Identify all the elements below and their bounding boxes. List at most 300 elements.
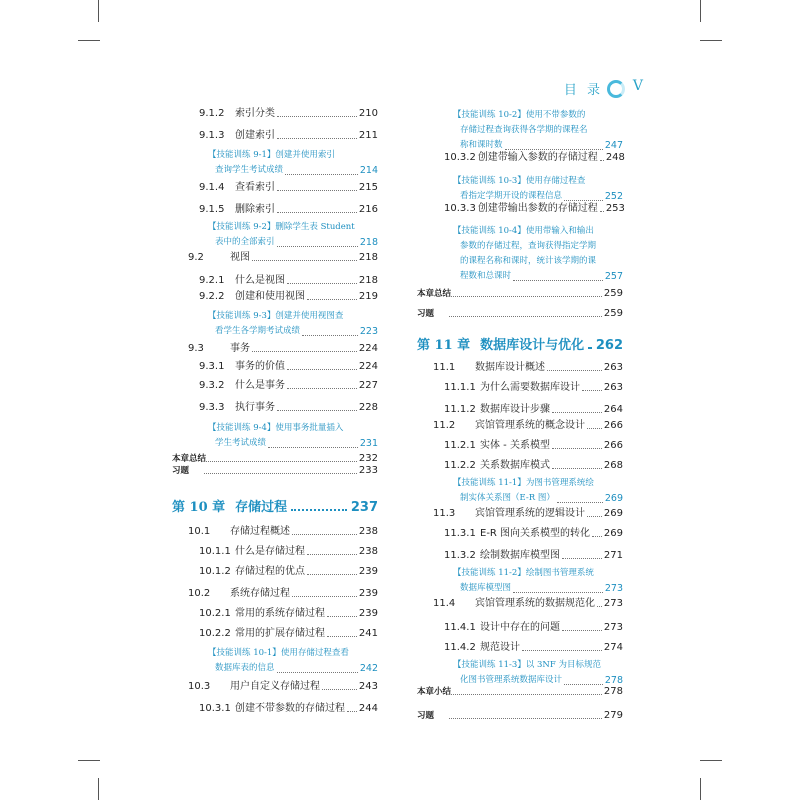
dot-leader [552, 468, 602, 469]
section-number: 10.1.2 [199, 566, 231, 577]
section-title: 查看索引 [235, 182, 275, 193]
skill-training-entry [453, 658, 623, 688]
page-ref: 218 [358, 275, 378, 286]
skill-line [453, 254, 623, 269]
crop-mark [700, 760, 722, 761]
section-title: 创建带输出参数的存储过程 [477, 203, 598, 214]
page-ref: 215 [358, 182, 378, 193]
skill-text: 数据库表的信息 [215, 663, 275, 673]
chapter-end-entry [172, 465, 378, 477]
dot-leader [513, 280, 603, 281]
section-title: 数据库设计概述 [475, 362, 545, 373]
section-title: 事务的价值 [235, 361, 285, 372]
page-ref: 224 [358, 361, 378, 372]
section-title: 执行事务 [235, 402, 275, 413]
section-number: 9.2.2 [199, 291, 225, 302]
toc-entry [417, 420, 623, 432]
chapter-end-entry [417, 686, 623, 698]
dot-leader [449, 694, 602, 695]
dot-leader [277, 212, 357, 213]
skill-text: 绘制图书管理系统 [525, 568, 594, 578]
toc-entry [172, 608, 378, 620]
page-ref: 218 [358, 252, 378, 263]
section-number: 10.3.3 [444, 203, 476, 214]
toc-entry [172, 182, 378, 194]
page-ref: 269 [603, 508, 623, 519]
skill-label: 【技能训练 9-4】 [208, 423, 276, 433]
toc-entry [172, 526, 378, 538]
skill-label: 【技能训练 9-2】 [208, 222, 276, 232]
dot-leader [592, 536, 602, 537]
page-ref: 219 [358, 291, 378, 302]
skill-page: 247 [604, 140, 623, 151]
skill-line [453, 658, 623, 673]
skill-training-entry [453, 566, 623, 596]
skill-page: 278 [604, 675, 623, 686]
section-title: 什么是视图 [235, 275, 285, 286]
page-ref: 239 [358, 566, 378, 577]
section-number: 9.2 [188, 252, 204, 263]
section-title: 规范设计 [480, 642, 520, 653]
page-ref: 268 [603, 460, 623, 471]
skill-page: 223 [359, 326, 378, 337]
toc-entry [172, 566, 378, 578]
page-ref: 248 [605, 152, 625, 163]
dot-leader [597, 606, 602, 607]
section-number: 11.2 [433, 420, 456, 431]
toc-entry [417, 152, 623, 164]
dot-leader [600, 160, 604, 161]
dot-leader [513, 592, 603, 593]
skill-text: 查询学生考试成绩 [215, 165, 284, 175]
section-number: 9.3.1 [199, 361, 225, 372]
skill-line [453, 108, 623, 123]
dot-leader [204, 473, 357, 474]
section-number: 9.2.1 [199, 275, 225, 286]
skill-training-entry [208, 220, 378, 250]
skill-line [208, 324, 378, 339]
chapter-end-entry [172, 453, 378, 465]
dot-leader [587, 428, 602, 429]
skill-text: 看学生各学期考试成绩 [215, 326, 301, 336]
skill-text: 化图书管理系统数据库设计 [460, 675, 563, 685]
section-number: 本章总结 [172, 454, 207, 464]
skill-training-entry [453, 224, 623, 284]
skill-page: 214 [359, 165, 378, 176]
section-title: 设计中存在的问题 [480, 622, 560, 633]
dot-leader [277, 138, 357, 139]
skill-label: 【技能训练 11-1】 [453, 478, 526, 488]
section-number: 10.3.2 [444, 152, 476, 163]
section-number: 9.3.3 [199, 402, 225, 413]
toc-entry [417, 622, 623, 634]
toc-entry [417, 362, 623, 374]
skill-training-entry [453, 108, 623, 153]
skill-text: 创建并使用索引 [275, 150, 335, 160]
dot-leader [562, 558, 602, 559]
section-number: 11.3.2 [444, 550, 476, 561]
page-ref: 279 [603, 710, 623, 721]
skill-training-entry [453, 174, 623, 204]
skill-text: 学生考试成绩 [215, 438, 267, 448]
toc-entry [417, 528, 623, 540]
dot-leader [505, 149, 603, 150]
page-ref: 263 [603, 382, 623, 393]
toc-entry [172, 546, 378, 558]
section-title: 创建和使用视图 [235, 291, 305, 302]
section-title: 创建带输入参数的存储过程 [477, 152, 598, 163]
skill-page: 257 [604, 271, 623, 282]
section-title: 宾馆管理系统的概念设计 [475, 420, 585, 431]
skill-line [453, 239, 623, 254]
skill-line [453, 224, 623, 239]
dot-leader [327, 616, 357, 617]
dot-leader [287, 369, 357, 370]
skill-label: 【技能训练 9-3】 [208, 311, 276, 321]
section-number: 10.2.1 [199, 608, 231, 619]
skill-line [453, 581, 623, 596]
chapter-end-entry [417, 710, 623, 722]
crop-mark [98, 778, 99, 800]
skill-line [453, 138, 623, 153]
skill-text: 使用带输入和输出 [525, 226, 594, 236]
skill-page: 269 [604, 493, 623, 504]
skill-page: 218 [359, 237, 378, 248]
page-ref: 263 [603, 362, 623, 373]
dot-leader [307, 574, 357, 575]
section-title: 数据库设计步骤 [480, 404, 550, 415]
dot-leader [522, 650, 602, 651]
page-ref: 264 [603, 404, 623, 415]
section-number: 11.4.2 [444, 642, 476, 653]
page-ref: 273 [603, 622, 623, 633]
page-ref: 266 [603, 420, 623, 431]
crop-mark [78, 760, 100, 761]
toc-entry [172, 108, 378, 120]
page-ref: 210 [358, 108, 378, 119]
section-number: 11.3 [433, 508, 456, 519]
skill-text: 程数和总课时 [460, 271, 512, 281]
section-title: 创建索引 [235, 130, 275, 141]
section-number: 习题 [172, 466, 190, 476]
section-title: 关系数据库模式 [480, 460, 550, 471]
section-number: 11.1 [433, 362, 456, 373]
toc-entry [172, 275, 378, 287]
skill-text: 使用存储过程查 [525, 176, 586, 186]
dot-leader [287, 388, 357, 389]
skill-line [453, 491, 623, 506]
toc-entry [172, 343, 378, 355]
toc-entry [417, 404, 623, 416]
dot-leader [292, 596, 357, 597]
page-ref: 241 [358, 628, 378, 639]
skill-line [453, 174, 623, 189]
chapter-heading [417, 334, 623, 353]
chapter-page: 262 [595, 338, 623, 353]
section-number: 9.1.5 [199, 204, 225, 215]
chapter-title: 存储过程 [235, 500, 288, 515]
section-title: 系统存储过程 [230, 588, 290, 599]
dot-leader [564, 684, 603, 685]
dot-leader [552, 448, 602, 449]
section-title: 宾馆管理系统的逻辑设计 [475, 508, 585, 519]
dot-leader [277, 246, 358, 247]
section-title: E-R 图向关系模型的转化 [480, 528, 591, 539]
skill-line [208, 661, 378, 676]
skill-text: 使用不带参数的 [525, 110, 586, 120]
chapter-end-entry [417, 288, 623, 300]
dot-leader [302, 335, 358, 336]
page-ref: 244 [358, 703, 378, 714]
toc-entry [172, 402, 378, 414]
page-ref: 273 [603, 598, 623, 609]
toc-entry [417, 550, 623, 562]
section-number: 10.2 [188, 588, 211, 599]
page-ref: 274 [603, 642, 623, 653]
section-number: 10.2.2 [199, 628, 231, 639]
toc-entry [172, 628, 378, 640]
dot-leader [287, 283, 357, 284]
skill-line [453, 476, 623, 491]
dot-leader [552, 412, 602, 413]
crop-mark [98, 0, 99, 22]
chapter-number: 第 10 章 [172, 500, 226, 515]
dot-leader [252, 351, 357, 352]
skill-line [208, 309, 378, 324]
skill-page: 273 [604, 583, 623, 594]
section-title: 索引分类 [235, 108, 275, 119]
section-title: 删除索引 [235, 204, 275, 215]
crop-mark [78, 40, 100, 41]
section-title: 宾馆管理系统的数据规范化 [475, 598, 595, 609]
page-ref: 233 [358, 465, 378, 476]
dot-leader [327, 636, 357, 637]
dot-leader [587, 516, 602, 517]
section-number: 10.1.1 [199, 546, 231, 557]
skill-line [208, 646, 378, 661]
dot-leader [582, 390, 602, 391]
dot-leader [600, 211, 604, 212]
skill-text: 表中的全部索引 [215, 237, 275, 247]
page-ref: 211 [358, 130, 378, 141]
dot-leader [588, 347, 592, 349]
skill-text: 使用事务批量插入 [275, 423, 344, 433]
page-ref: 232 [358, 453, 378, 464]
skill-label: 【技能训练 10-3】 [453, 176, 526, 186]
section-number: 本章总结 [417, 289, 452, 299]
toc-entry [172, 380, 378, 392]
page-ref: 271 [603, 550, 623, 561]
section-title: 什么是事务 [235, 380, 285, 391]
section-title: 用户自定义存储过程 [230, 681, 320, 692]
skill-line [208, 148, 378, 163]
dot-leader [307, 554, 357, 555]
skill-text: 参数的存储过程，查询获得指定学期 [460, 241, 597, 251]
skill-text: 的课程名称和课时，统计该学期的课 [460, 256, 597, 266]
page-ref: 224 [358, 343, 378, 354]
toc-entry [417, 598, 623, 610]
page-number: V [632, 78, 643, 94]
section-title: 常用的扩展存储过程 [235, 628, 325, 639]
section-number: 11.1.1 [444, 382, 476, 393]
skill-label: 【技能训练 11-2】 [453, 568, 526, 578]
page-ref: 259 [603, 288, 623, 299]
section-title: 视图 [230, 252, 250, 263]
chapter-title: 数据库设计与优化 [480, 338, 585, 353]
skill-page: 252 [604, 191, 623, 202]
skill-line [453, 269, 623, 284]
chapter-heading [172, 496, 378, 515]
skill-line [453, 566, 623, 581]
toc-entry [172, 703, 378, 715]
skill-text: 存储过程查询获得各学期的课程名 [460, 125, 588, 135]
page-ref: 253 [605, 203, 625, 214]
toc-entry [417, 440, 623, 452]
dot-leader [285, 174, 358, 175]
section-number: 11.2.2 [444, 460, 476, 471]
section-number: 9.1.2 [199, 108, 225, 119]
toc-entry [417, 382, 623, 394]
skill-label: 【技能训练 9-1】 [208, 150, 276, 160]
section-title: 事务 [230, 343, 250, 354]
section-number: 9.1.3 [199, 130, 225, 141]
dot-leader [449, 718, 602, 719]
skill-line [208, 235, 378, 250]
section-number: 习题 [417, 711, 435, 721]
dot-leader [204, 461, 357, 462]
toc-entry [172, 361, 378, 373]
skill-line [453, 189, 623, 204]
skill-line [208, 163, 378, 178]
skill-label: 【技能训练 10-4】 [453, 226, 526, 236]
skill-training-entry [208, 309, 378, 339]
page-ref: 269 [603, 528, 623, 539]
skill-text: 看指定学期开设的课程信息 [460, 191, 563, 201]
toc-entry [417, 508, 623, 520]
dot-leader [449, 296, 602, 297]
toc-entry [172, 252, 378, 264]
dot-leader [277, 410, 357, 411]
skill-text: 使用存储过程查看 [280, 648, 349, 658]
dot-leader [449, 316, 602, 317]
skill-line [453, 123, 623, 138]
skill-training-entry [208, 148, 378, 178]
skill-label: 【技能训练 11-3】 [453, 660, 526, 670]
page-ref: 216 [358, 204, 378, 215]
toc-entry [172, 204, 378, 216]
toc-entry [417, 203, 623, 215]
skill-training-entry [208, 646, 378, 676]
page-ref: 228 [358, 402, 378, 413]
skill-line [208, 436, 378, 451]
section-number: 9.1.4 [199, 182, 225, 193]
section-title: 存储过程的优点 [235, 566, 305, 577]
dot-leader [322, 689, 357, 690]
section-number: 习题 [417, 309, 435, 319]
page-ref: 259 [603, 308, 623, 319]
toc-entry [417, 642, 623, 654]
section-title: 创建不带参数的存储过程 [235, 703, 345, 714]
section-title: 为什么需要数据库设计 [480, 382, 580, 393]
dot-leader [252, 260, 357, 261]
section-number: 10.3 [188, 681, 211, 692]
section-title: 实体 - 关系模型 [480, 440, 550, 451]
skill-training-entry [453, 476, 623, 506]
dot-leader [268, 447, 358, 448]
chapter-end-entry [417, 308, 623, 320]
page-ref: 238 [358, 546, 378, 557]
page-ref: 227 [358, 380, 378, 391]
crop-mark [700, 40, 722, 41]
section-number: 11.4.1 [444, 622, 476, 633]
crop-mark [700, 778, 701, 800]
chapter-page: 237 [350, 500, 378, 515]
dot-leader [291, 509, 347, 511]
skill-training-entry [208, 421, 378, 451]
dot-leader [562, 630, 602, 631]
skill-text: 制实体关系图（E-R 图） [460, 493, 555, 503]
page-ref: 239 [358, 588, 378, 599]
page-ref: 266 [603, 440, 623, 451]
skill-text: 数据库模型图 [460, 583, 512, 593]
toc-entry [172, 291, 378, 303]
skill-line [208, 220, 378, 235]
section-number: 11.2.1 [444, 440, 476, 451]
page-header [545, 79, 645, 99]
dot-leader [277, 190, 357, 191]
dot-leader [277, 672, 358, 673]
toc-entry [417, 460, 623, 472]
skill-label: 【技能训练 10-2】 [453, 110, 526, 120]
dot-leader [307, 299, 357, 300]
skill-label: 【技能训练 10-1】 [208, 648, 281, 658]
section-title: 常用的系统存储过程 [235, 608, 325, 619]
dot-leader [277, 116, 357, 117]
section-number: 9.3 [188, 343, 204, 354]
toc-entry [172, 681, 378, 693]
page-ref: 278 [603, 686, 623, 697]
skill-page: 231 [359, 438, 378, 449]
skill-text: 创建并使用视图查 [275, 311, 344, 321]
section-number: 11.1.2 [444, 404, 476, 415]
section-number: 本章小结 [417, 687, 452, 697]
dot-leader [547, 370, 602, 371]
dot-leader [292, 534, 357, 535]
dot-leader [557, 502, 603, 503]
skill-text: 为图书管理系统绘 [525, 478, 594, 488]
section-number: 10.3.1 [199, 703, 231, 714]
ring-icon [607, 80, 625, 98]
dot-leader [347, 711, 357, 712]
section-number: 11.4 [433, 598, 456, 609]
skill-text: 称和课时数 [460, 140, 503, 150]
toc-entry [172, 130, 378, 142]
section-title: 什么是存储过程 [235, 546, 305, 557]
chapter-number: 第 11 章 [417, 338, 471, 353]
toc-entry [172, 588, 378, 600]
page-title: 目 录 [563, 83, 603, 98]
skill-line [208, 421, 378, 436]
dot-leader [564, 200, 603, 201]
section-title: 存储过程概述 [230, 526, 290, 537]
page-ref: 239 [358, 608, 378, 619]
skill-text: 删除学生表 Student [275, 222, 355, 232]
section-number: 11.3.1 [444, 528, 476, 539]
page-ref: 238 [358, 526, 378, 537]
section-title: 绘制数据库模型图 [480, 550, 560, 561]
crop-mark [700, 0, 701, 22]
skill-text: 以 3NF 为目标规范 [525, 660, 601, 670]
